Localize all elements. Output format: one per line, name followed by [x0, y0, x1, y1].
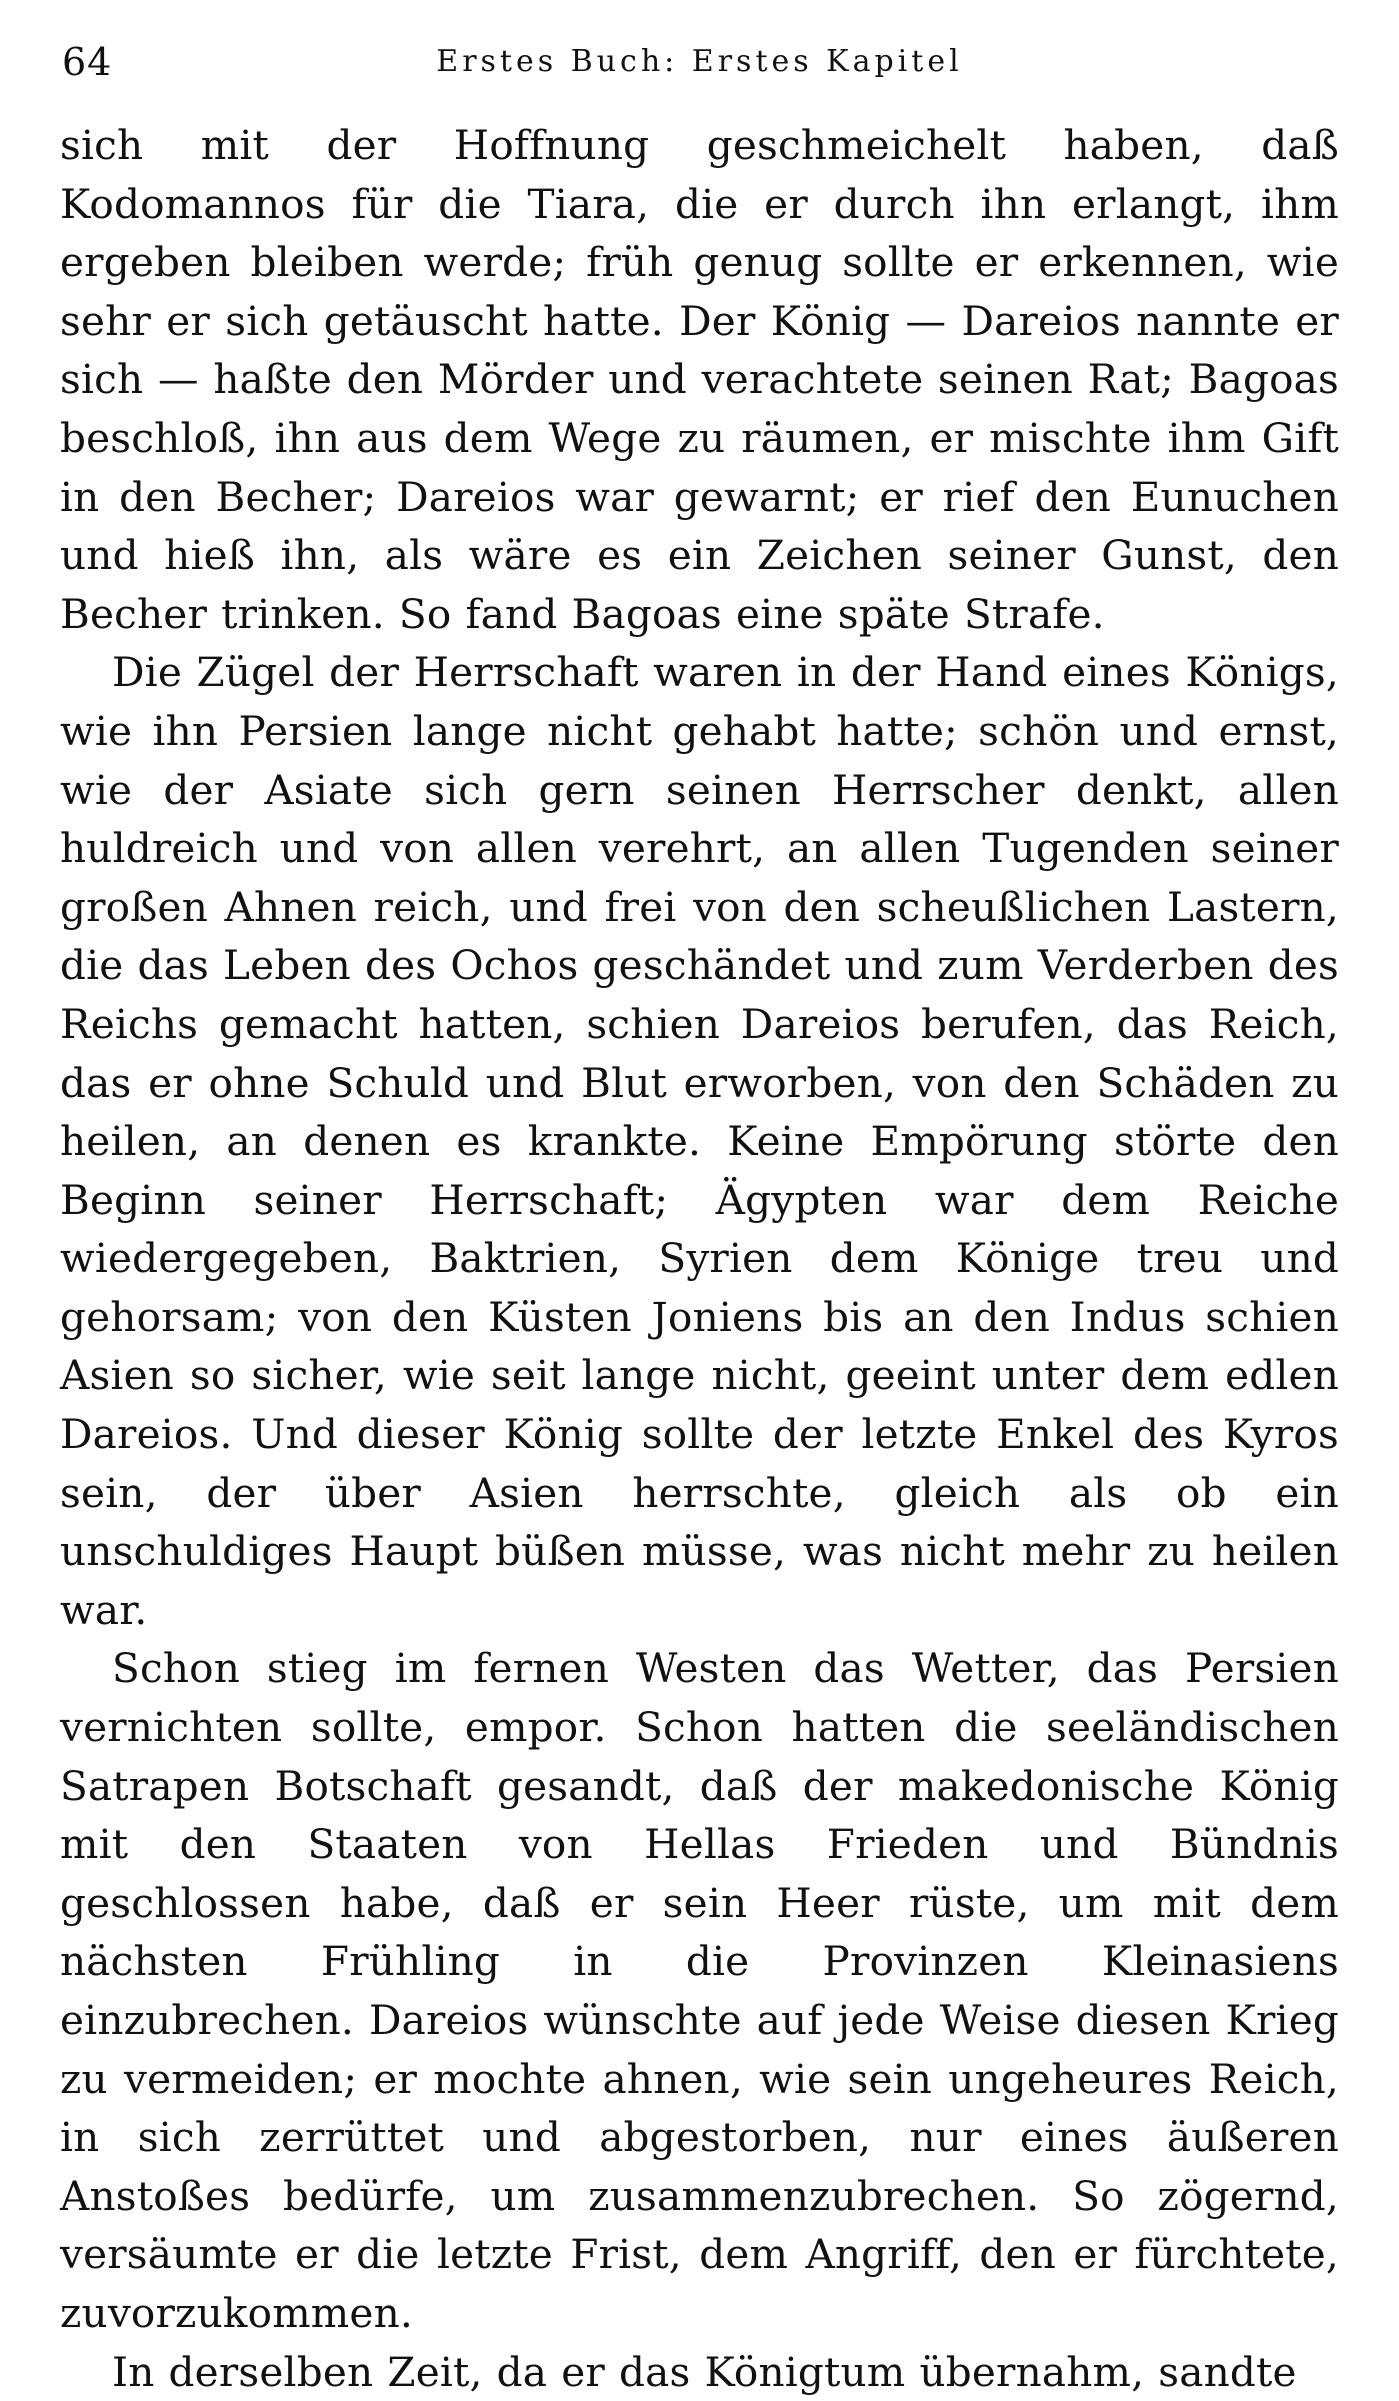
page-header [60, 34, 1339, 94]
body-text [60, 116, 1339, 2401]
paragraph-2: Die Zügel der Herrschaft waren in der Hand eines Königs, wie ihn Persien lange nicht gehabt hatte; schön und ernst, wie der Asiate sich gern seinen Herrscher denkt, allen huldreich und von allen verehrt, an allen Tugenden seiner großen Ahnen reich, und frei von den scheußlichen Lastern, die das Leben des Ochos geschändet und zum Verderben des Reichs gemacht hatten, schien Dareios berufen, das Reich, das er ohne Schuld und Blut erworben, von den Schäden zu heilen, an denen es krankte. Keine Empörung störte den Beginn seiner Herrschaft; Ägypten war dem Reiche wiedergegeben, Baktrien, Syrien dem Könige treu und gehorsam; von den Küsten Joniens bis an den Indus schien Asien so sicher, wie seit lange nicht, geeint unter dem edlen Dareios. Und dieser König sollte der letzte Enkel des Kyros sein, der über Asien herrschte, gleich als ob ein unschuldiges Haupt büßen müsse, was nicht mehr zu heilen war. [60, 648, 1339, 1634]
paragraph-1: sich mit der Hoffnung geschmeichelt haben, daß Kodomannos für die Tiara, die er durch ihn erlangt, ihm ergeben bleiben werde; früh genug sollte er erkennen, wie sehr er sich getäuscht hatte. Der König — Dareios nannte er sich — haßte den Mörder und verachtete seinen Rat; Bagoas beschloß, ihn aus dem Wege zu räumen, er mischte ihm Gift in den Becher; Dareios war gewarnt; er rief den Eunuchen und hieß ihn, als wäre es ein Zeichen seiner Gunst, den Becher trinken. So fand Bagoas eine späte Strafe. [60, 121, 1339, 638]
running-head: Erstes Buch: Erstes Kapitel [436, 44, 963, 79]
page-number: 64 [62, 40, 113, 84]
paragraph-3: Schon stieg im fernen Westen das Wetter, das Persien vernichten sollte, empor. Schon hatten die seeländischen Satrapen Botschaft gesandt, daß der makedonische König mit den Staaten von Hellas Frieden und Bündnis geschlossen habe, daß er sein Heer rüste, um mit dem nächsten Frühling in die Provinzen Kleinasiens einzubrechen. Dareios wünschte auf jede Weise diesen Krieg zu vermeiden; er mochte ahnen, wie sein ungeheures Reich, in sich zerrüttet und abgestorben, nur eines äußeren Anstoßes bedürfe, um zusammenzubrechen. So zögernd, versäumte er die letzte Frist, dem Angriff, den er fürchtete, zuvorzukommen. [60, 1644, 1339, 2337]
paragraph-4: In derselben Zeit, da er das Königtum übernahm, sandte [112, 2347, 1297, 2396]
